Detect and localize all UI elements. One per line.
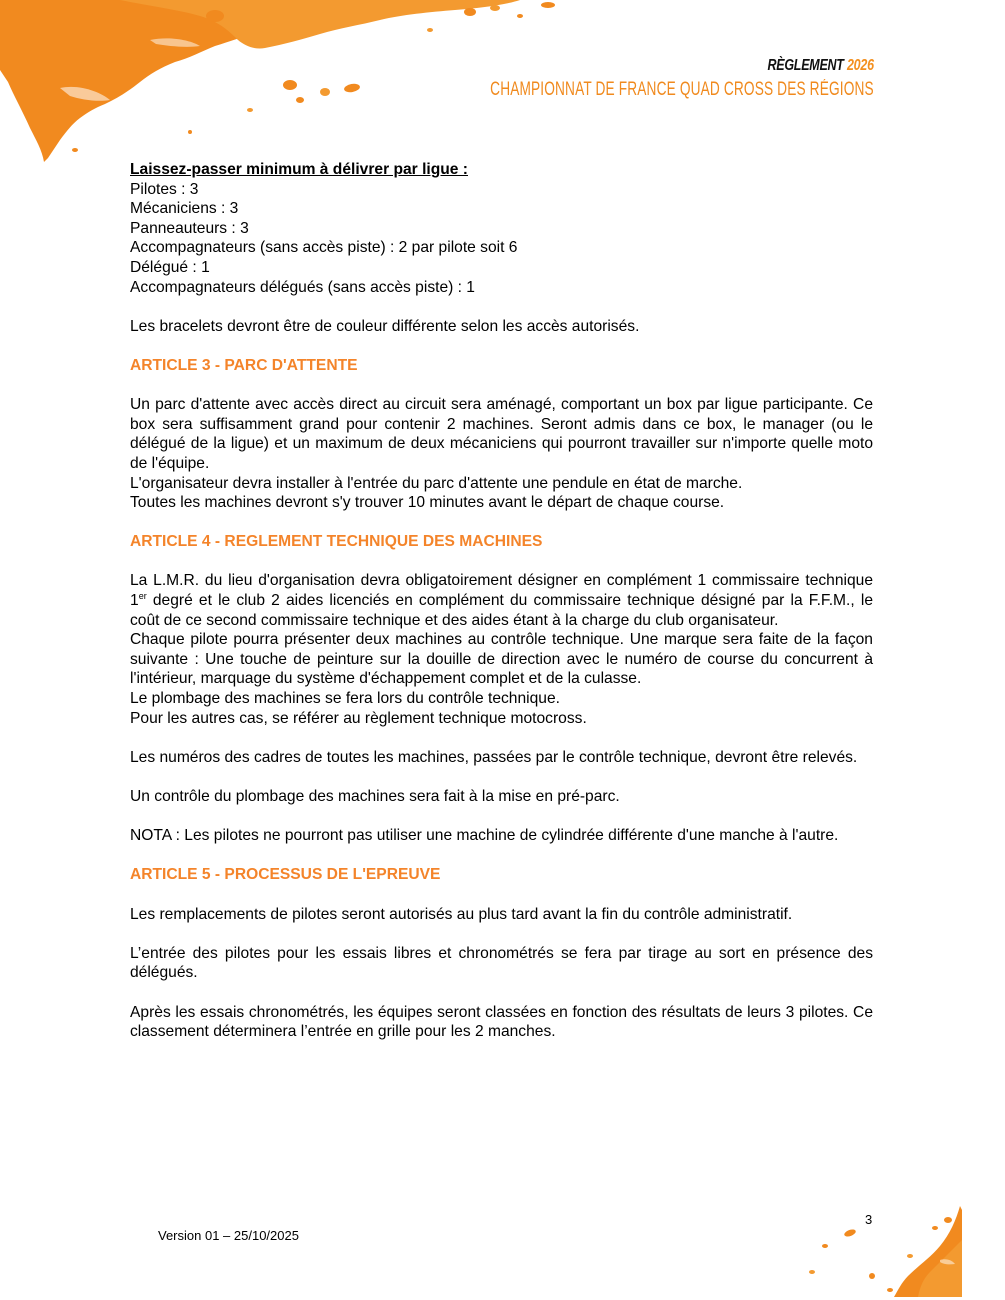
article-4-nota: NOTA : Les pilotes ne pourront pas utiliser une machine de cylindrée différente d'une manche à l'autre. (130, 827, 839, 845)
passes-line-accompagnateurs-delegues: Accompagnateurs délégués (sans accès piste) : 1 (130, 278, 475, 296)
article-3-heading: ARTICLE 3 - PARC D'ATTENTE (130, 356, 358, 374)
championship-title: CHAMPIONNAT DE FRANCE QUAD CROSS DES RÉGIONS (490, 79, 874, 100)
orange-brush-splash-bottom (790, 1200, 990, 1300)
reglement-title (458, 57, 874, 75)
article-4-p1-text-a: La L.M.R. du lieu d'organisation devra obligatoirement désigner en complément 1 commissaire technique 1 (130, 572, 873, 610)
document-body (130, 160, 873, 1042)
footer-version: Version 01 – 25/10/2025 (158, 1228, 299, 1243)
article-4-paragraph-1 (130, 571, 873, 630)
article-3-paragraph-1: Un parc d'attente avec accès direct au circuit sera aménagé, comportant un box par ligue participante. Ce box sera suffisamment grand pour contenir 2 machines. Seront admis dans ce box, le manager (ou le délégué de la ligue) et un maximum de deux mécaniciens qui pourront travailler sur n'importe quelle moto de l'équipe. (130, 396, 873, 472)
article-5-paragraph-2: L’entrée des pilotes pour les essais libres et chronométrés se fera par tirage au sort en présence des délégués. (130, 944, 873, 982)
article-4-paragraph-6: Un contrôle du plombage des machines sera fait à la mise en pré-parc. (130, 788, 620, 805)
passes-line-mecaniciens: Mécaniciens : 3 (130, 200, 239, 218)
bracelets-paragraph: Les bracelets devront être de couleur différente selon les accès autorisés. (130, 317, 640, 335)
article-4-paragraph-2: Chaque pilote pourra présenter deux machines au contrôle technique. Une marque sera faite de la façon suivante : Une touche de peinture sur la douille de direction avec le numéro de course du concurrent à l'intérieur, marquage du système d'échappement complet et de la culasse. (130, 631, 873, 688)
article-3-paragraph-3: Toutes les machines devront s'y trouver 10 minutes avant le départ de chaque course. (130, 494, 725, 512)
article-5-paragraph-1: Les remplacements de pilotes seront autorisés au plus tard avant la fin du contrôle administratif. (130, 905, 793, 923)
reglement-label: RÈGLEMENT (767, 57, 844, 74)
reglement-year: 2026 (847, 57, 874, 74)
article-4-p1-text-b: degré et le club 2 aides licenciés en complément du commissaire technique désigné par la F.F.M., le coût de ce second commissaire technique et des aides étant à la charge du club organisateur. (130, 592, 873, 629)
article-4-paragraph-4: Pour les autres cas, se référer au règlement technique motocross. (130, 709, 587, 727)
document-header (341, 57, 874, 101)
passes-line-panneauteurs: Panneauteurs : 3 (130, 219, 249, 237)
passes-line-pilotes: Pilotes : 3 (130, 180, 199, 198)
passes-line-accompagnateurs: Accompagnateurs (sans accès piste) : 2 par pilote soit 6 (130, 239, 518, 257)
article-4-p1-superscript: er (138, 591, 147, 602)
passes-title: Laissez-passer minimum à délivrer par ligue : (130, 161, 468, 178)
article-4-heading: ARTICLE 4 - REGLEMENT TECHNIQUE DES MACHINES (130, 533, 543, 551)
article-5-heading: ARTICLE 5 - PROCESSUS DE L'EPREUVE (130, 866, 441, 884)
page-number: 3 (865, 1212, 873, 1227)
article-5-paragraph-3: Après les essais chronométrés, les équipes seront classées en fonction des résultats de leurs 3 pilotes. Ce classement déterminera l’entrée en grille pour les 2 manches. (130, 1003, 873, 1041)
article-4-paragraph-5: Les numéros des cadres de toutes les machines, passées par le contrôle technique, devront être relevés. (130, 748, 858, 766)
passes-line-delegue: Délégué : 1 (130, 258, 210, 276)
article-4-paragraph-3: Le plombage des machines se fera lors du contrôle technique. (130, 690, 560, 708)
article-3-paragraph-2: L'organisateur devra installer à l'entrée du parc d'attente une pendule en état de marche. (130, 474, 743, 492)
